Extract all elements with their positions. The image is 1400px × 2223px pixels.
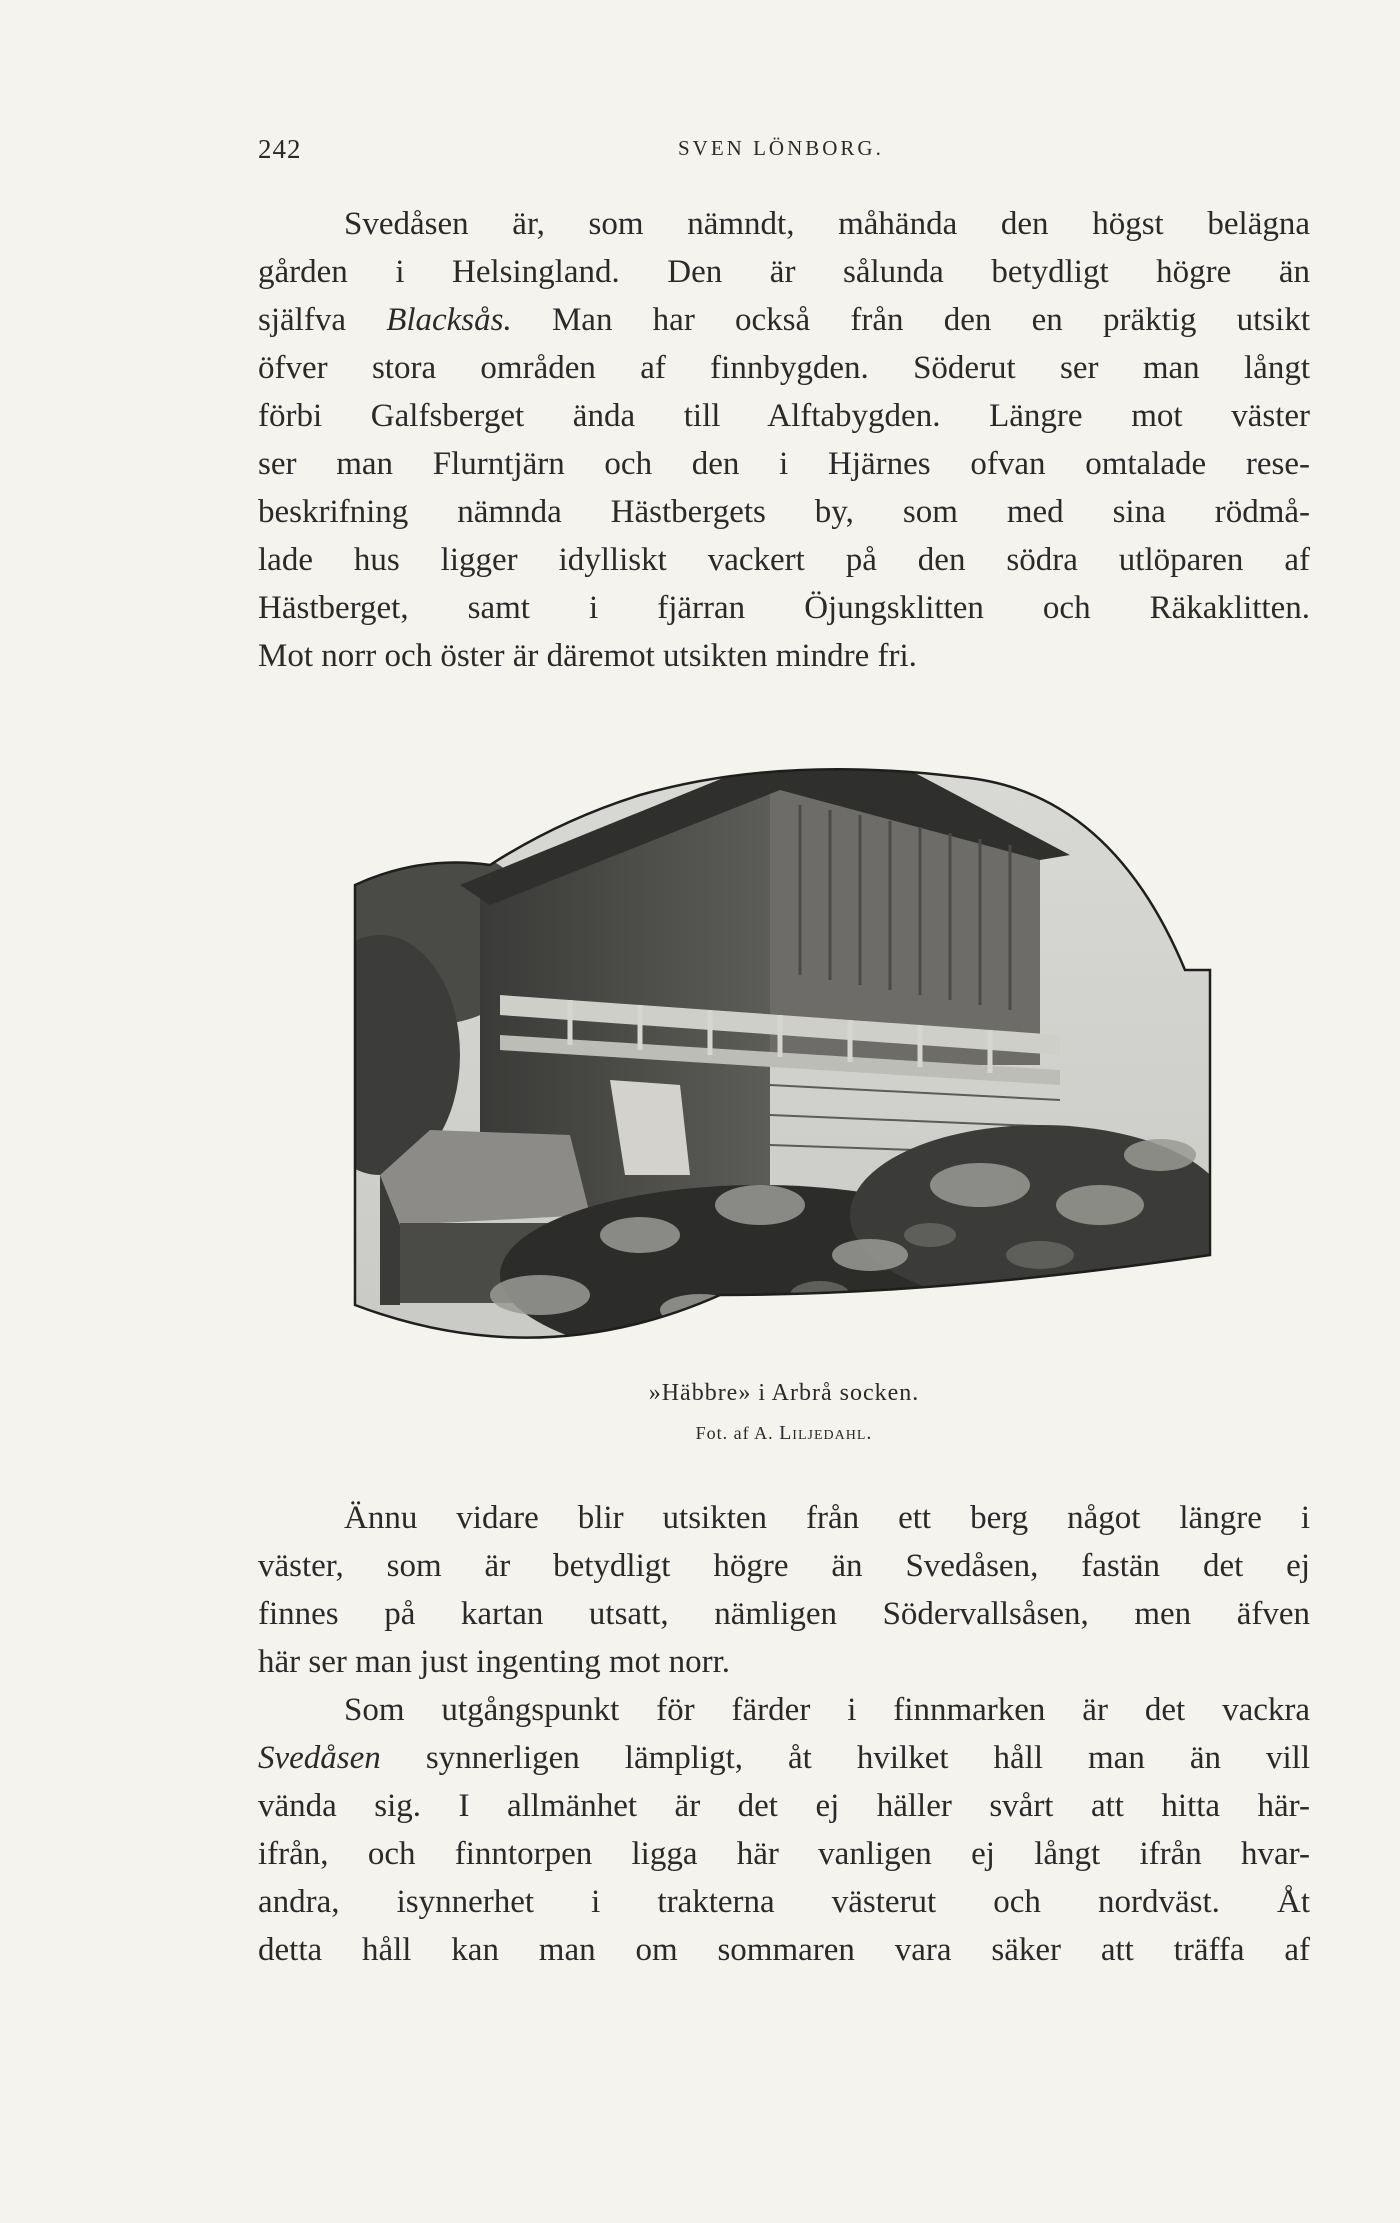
text-line: gården i Helsingland. Den är sålunda betydligt högre än	[258, 254, 1310, 290]
text-line	[258, 1734, 1310, 1782]
text-line: förbi Galfsberget ända till Alftabygden. Längre mot väster	[258, 398, 1310, 434]
figure-caption: »Häbbre» i Arbrå socken.	[648, 1380, 920, 1406]
text-fragment: själfva	[258, 302, 346, 338]
text-line: detta håll kan man om sommaren vara säker att träffa af	[258, 1932, 1310, 1968]
photographer-name: Liljedahl.	[779, 1422, 873, 1444]
text-line: här ser man just ingenting mot norr.	[258, 1644, 731, 1680]
text-line: finnes på kartan utsatt, nämligen Södervallsåsen, men äfven	[258, 1596, 1310, 1632]
text-line: vända sig. I allmänhet är det ej häller svårt att hitta här-	[258, 1788, 1310, 1824]
text-line: andra, isynnerhet i trakterna västerut och nordväst. Åt	[258, 1884, 1310, 1920]
text-fragment: Man har också från den en präktig utsikt	[551, 302, 1310, 338]
text-line: Hästberget, samt i fjärran Öjungsklitten och Räkaklitten.	[258, 590, 1310, 626]
text-line: Som utgångspunkt för färder i finnmarken är det vackra	[344, 1692, 1310, 1728]
text-line: ser man Flurntjärn och den i Hjärnes ofvan omtalade rese-	[258, 446, 1310, 482]
italic-place-name: Blacksås.	[386, 302, 512, 338]
paragraph-sodervallsasen	[258, 1494, 1310, 1974]
text-line: Ännu vidare blir utsikten från ett berg något längre i	[344, 1500, 1310, 1536]
figure-credit	[258, 1422, 1310, 1445]
text-line: väster, som är betydligt högre än Svedåsen, fastän det ej	[258, 1548, 1310, 1584]
header-author: SVEN LÖNBORG.	[678, 136, 884, 160]
page-number: 242	[258, 134, 302, 164]
paragraph-svedasen	[258, 200, 1310, 680]
running-head	[258, 134, 1310, 174]
text-line: öfver stora områden af finnbygden. Söderut ser man långt	[258, 350, 1310, 386]
credit-prefix: Fot. af A.	[695, 1423, 774, 1443]
italic-place-name: Svedåsen	[258, 1740, 381, 1776]
text-line: beskrifning nämnda Hästbergets by, som med sina rödmå-	[258, 494, 1310, 530]
text-line: lade hus ligger idylliskt vackert på den södra utlöparen af	[258, 542, 1310, 578]
text-line	[258, 296, 1310, 344]
text-line: ifrån, och finntorpen ligga här vanligen ej långt ifrån hvar-	[258, 1836, 1310, 1872]
text-fragment: synnerligen lämpligt, åt hvilket håll man än vill	[425, 1740, 1311, 1776]
photo-habbre	[340, 735, 1215, 1355]
text-line: Mot norr och öster är däremot utsikten mindre fri.	[258, 638, 917, 674]
text-line: Svedåsen är, som nämndt, måhända den högst belägna	[344, 206, 1310, 242]
